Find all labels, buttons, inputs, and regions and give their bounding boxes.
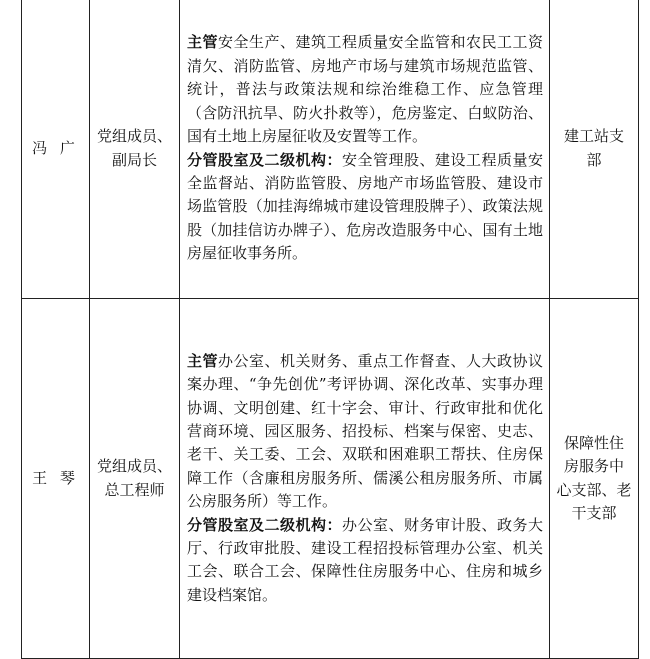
table-row	[22, 299, 639, 659]
leader-name-cell	[22, 0, 90, 299]
position-line: 党组成员、	[96, 457, 172, 476]
leader-name: 王 琴	[32, 468, 79, 487]
branch-line: 建工站支	[563, 127, 624, 146]
party-branch-cell	[550, 0, 639, 299]
leader-name-cell	[22, 299, 90, 659]
main-duty-label: 主管	[187, 351, 218, 370]
main-duty-text: 办公室、机关财务、重点工作督查、人大政协议案办理、“争先创优”考评协调、深化改革、实事办理协调、文明创建、红十字会、审计、行政审批和优化营商环境、园区服务、招投标、档案与保密、史志、老干、关工委、工会、双联和困难职工帮扶、住房保障工作（含廉租房服务所、儒溪公租房服务所、市属公房服务所）等工作。	[187, 351, 543, 511]
branch-line: 房服务中	[563, 457, 624, 476]
sub-duty-paragraph	[187, 149, 543, 266]
position-line: 总工程师	[104, 480, 165, 499]
branch-line: 心支部、老	[556, 480, 632, 499]
main-duty-paragraph	[187, 350, 543, 514]
sub-duty-text: 办公室、财务审计股、政务大厅、行政审批股、建设工程招投标管理办公室、机关工会、联合工会、保障性住房服务中心、住房和城乡建设档案馆。	[187, 515, 543, 604]
main-duty-label: 主管	[187, 33, 218, 52]
leadership-duty-table	[21, 0, 639, 659]
sub-duty-paragraph	[187, 514, 543, 608]
party-branch-cell	[550, 299, 639, 659]
sub-duty-text: 安全管理股、建设工程质量安全监督站、消防监管股、房地产市场监管股、建设市场监管股（加挂海绵城市建设管理股牌子）、政策法规股（加挂信访办牌子）、危房改造服务中心、国有土地房屋征收事务所。	[187, 150, 543, 263]
leader-position-cell	[90, 0, 180, 299]
branch-line: 保障性住	[563, 433, 624, 452]
duty-description-cell	[180, 299, 550, 659]
main-duty-paragraph	[187, 31, 543, 148]
sub-duty-label: 分管股室及二级机构：	[187, 515, 342, 534]
sub-duty-label: 分管股室及二级机构：	[187, 150, 342, 169]
duty-description-cell	[180, 0, 550, 299]
position-line: 副局长	[111, 150, 157, 169]
position-line: 党组成员、	[96, 127, 172, 146]
branch-line: 干支部	[571, 503, 617, 522]
branch-line: 部	[586, 150, 602, 169]
table-row	[22, 0, 639, 299]
leader-position-cell	[90, 299, 180, 659]
leader-name: 冯 广	[32, 138, 79, 157]
main-duty-text: 安全生产、建筑工程质量安全监管和农民工工资清欠、消防监管、房地产市场与建筑市场规范监管、统计，普法与政策法规和综治维稳工作、应急管理（含防汛抗旱、防火扑救等），危房鉴定、白蚁防治、国有土地上房屋征收及安置等工作。	[187, 33, 543, 146]
